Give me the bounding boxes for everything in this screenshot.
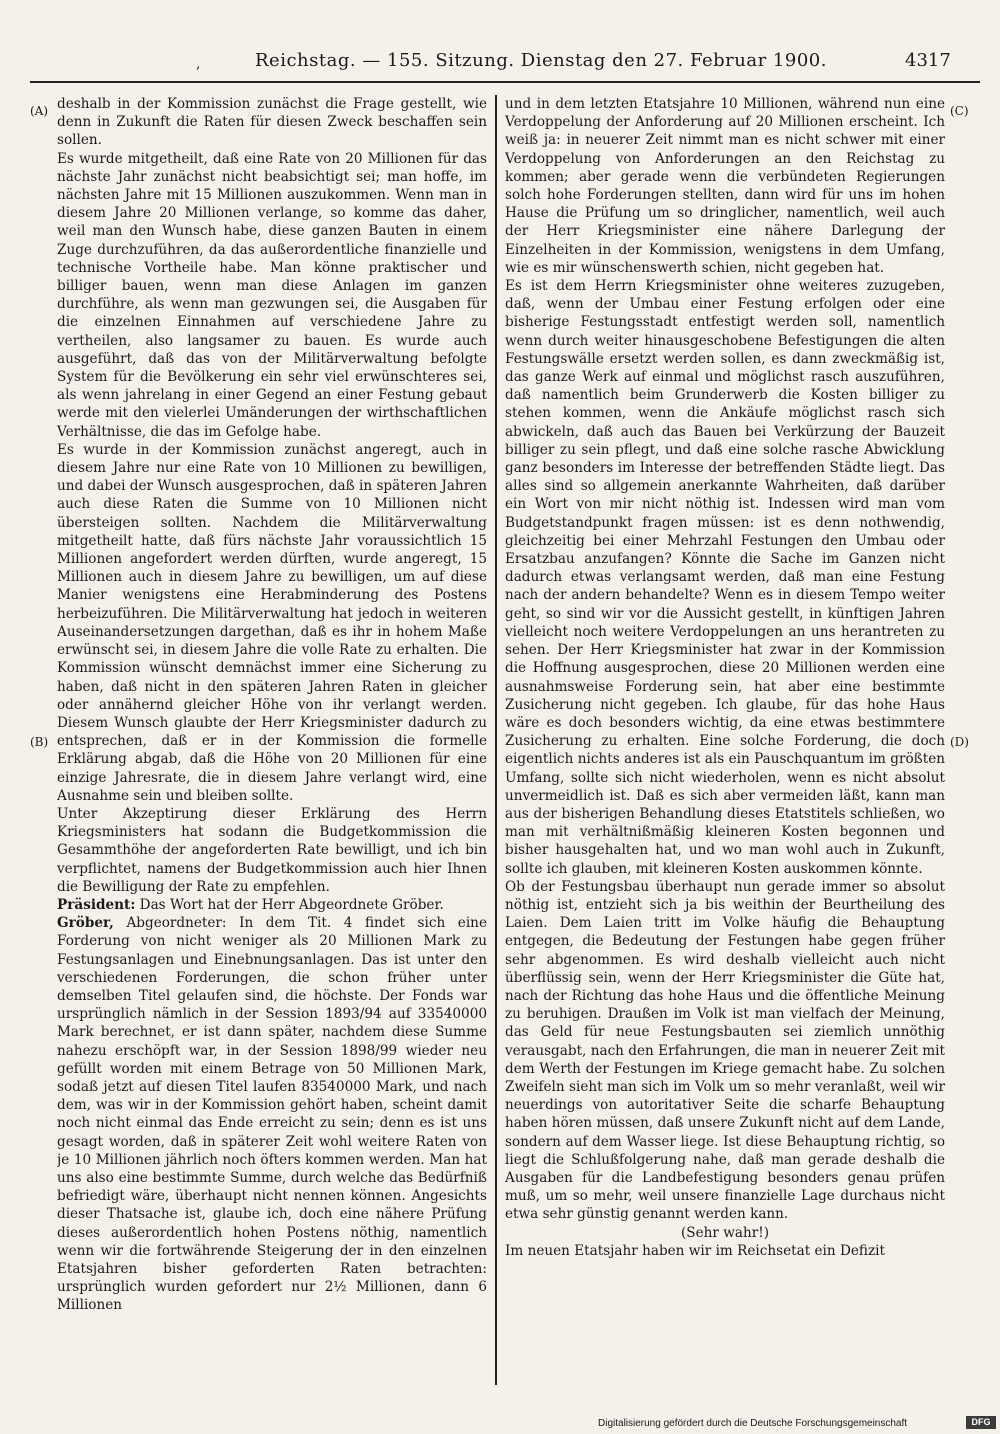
- column-divider: [495, 95, 497, 1385]
- speech-paragraph: [57, 896, 487, 914]
- paragraph: deshalb in der Kommission zunächst die Frage gestellt, wie denn in Zukunft die Raten für diesen Zweck beschaffen sein sollen.: [57, 96, 487, 149]
- paragraph: Es wurde mitgetheilt, daß eine Rate von 20 Millionen für das nächste Jahr zunächst nicht beabsichtigt sei; man hoffe, im nächsten Jahre mit 15 Millionen auszukommen. Wenn man in diesem Jahre 20 Millionen verlange, so komme das daher, weil man den Wunsch habe, diese ganzen Bauten in einem Zuge durchzuführen, da das außerordentliche finanzielle und technische Vortheile habe. Man könne praktischer und billiger bauen, wenn man diese Anlagen im ganzen durchführe, als wenn man gezwungen sei, die Ausgaben für die einzelnen Einnahmen auf verschiedene Jahre zu vertheilen, also langsamer zu bauen. Es wurde auch ausgeführt, daß das von der Militärverwaltung befolgte System für die Bevölkerung ein sehr viel erwünschteres sei, als wenn jahrelang in einer Gegend an einer Festung gebaut werde mit den vielerlei Umänderungen der wirthschaftlichen Verhältnisse, die das im Gefolge habe.: [57, 150, 487, 440]
- speaker-name: Präsident:: [57, 896, 136, 913]
- header-rule: [30, 81, 980, 83]
- header-mark: ,: [196, 56, 201, 72]
- margin-marker-a: (A): [30, 104, 49, 118]
- speech-text: Abgeordneter: In dem Tit. 4 findet sich eine Forderung von nicht weniger als 20 Millionen Mark zu Festungsanlagen und Einebnungsanlagen. Das ist unter den verschiedenen Forderungen, die schon früher unter demselben Titel gelaufen sind, die höchste. Der Fonds war ursprünglich nämlich in der Session 1893/94 auf 33540000 Mark berechnet, er ist dann später, nachdem diese Summe nahezu erschöpft war, in der Session 1898/99 wieder neu gefüllt worden mit einem Betrage von 50 Millionen Mark, sodaß jetzt auf diesen Titel laufen 83540000 Mark, und nach dem, was wir in der Kommission gehört haben, scheint damit noch nicht einmal das Ende erreicht zu sein; denn es ist uns gesagt worden, daß in späterer Zeit wohl weitere Raten von je 10 Millionen jährlich noch öfters kommen werden. Man hat uns also eine bestimmte Summe, durch welche das Bedürfniß befriedigt wäre, überhaupt nicht nennen können. Angesichts dieser Thatsache ist, glaube ich, doch eine nähere Prüfung dieses außerordentlich hohen Postens nöthig, namentlich wenn wir die fortwährende Steigerung der in den einzelnen Etatsjahren bisher geforderten Raten betrachten: ursprünglich wurden gefordert nur 2½ Millionen, dann 6 Millionen: [57, 915, 487, 1314]
- speech-text: Das Wort hat der Herr Abgeordnete Gröber.: [135, 896, 444, 913]
- margin-marker-c: (C): [950, 104, 969, 118]
- paragraph: Es ist dem Herrn Kriegsminister ohne weiteres zuzugeben, daß, wenn der Umbau einer Festung erfolgen oder eine bisherige Festungsstadt entfestigt werden soll, namentlich wenn durch weiter hinausgeschobene Befestigungen die alten Festungswälle ersetzt werden sollen, es dann zweckmäßig ist, das ganze Werk auf einmal und möglichst rasch auszuführen, daß namentlich beim Grunderwerb die Kosten billiger zu stehen kommen, wenn die Ankäufe möglichst rasch sich abwickeln, daß auch das Bauen bei Verkürzung der Bauzeit billiger zu sein pflegt, und daß eine solche rasche Abwicklung ganz besonders im Interesse der betreffenden Städte liegt. Das alles sind so allgemein anerkannte Wahrheiten, daß darüber ein Wort von mir nicht nöthig ist. Indessen wird man vom Budgetstandpunkt fragen müssen: ist es denn nothwendig, gleichzeitig bei einer Mehrzahl Festungen den Umbau oder Ersatzbau anzufangen? Könnte die Sache im Ganzen nicht dadurch etwas verlangsamt werden, daß man eine Festung nach der andern behandelte? Wenn es in diesem Tempo weiter geht, so sind wir vor die Aussicht gestellt, in künftigen Jahren vielleicht noch weitere Verdoppelungen an uns herantreten zu sehen. Der Herr Kriegsminister hat zwar in der Kommission die Hoffnung ausgesprochen, diese 20 Millionen werden eine ausnahmsweise Forderung sein, hat aber eine bestimmte Zusicherung nicht gegeben. Ich glaube, für das hohe Haus wäre es doch besonders wichtig, da eine etwas bestimmtere Zusicherung zu erhalten. Eine solche Forderung, die doch eigentlich nichts anderes ist als ein Pauschquantum im größten Umfang, sollte sich nicht wiederholen, wenn es nicht absolut unvermeidlich ist. Daß es sich aber vermeiden läßt, kann man aus der bisherigen Behandlung dieses Etatstitels schließen, wo man mit verhältnißmäßig kleineren Kosten begonnen und bisher hausgehalten hat, und wo man wohl auch in Zukunft, sollte ich glauben, mit kleineren Kosten auskommen könnte.: [505, 278, 945, 877]
- right-column: [505, 95, 945, 1385]
- margin-marker-d: (D): [950, 735, 969, 749]
- interjection: (Sehr wahr!): [681, 1224, 769, 1241]
- left-column: [57, 95, 487, 1385]
- running-title: Reichstag. — 155. Sitzung. Dienstag den 27. Februar 1900.: [255, 50, 827, 71]
- paragraph: Im neuen Etatsjahr haben wir im Reichsetat ein Defizit: [505, 1242, 885, 1259]
- paragraph: und in dem letzten Etatsjahre 10 Millionen, während nun eine Verdoppelung der Anforderung auf 20 Millionen erscheint. Ich weiß ja: in neuerer Zeit nimmt man es nicht schwer mit einer Verdoppelung von Anforderungen an den Reichstag zu kommen; aber gerade wenn die verbündeten Regierungen solch hohe Forderungen stellten, dann wird für uns im hohen Hause die Prüfung um so dringlicher, namentlich, weil auch der Herr Kriegsminister eine nähere Darlegung der Einzelheiten in der Kommission, wenigstens in dem Umfang, wie es mir wünschenswerth schien, nicht gegeben hat.: [505, 96, 945, 276]
- speaker-name: Gröber,: [57, 915, 114, 932]
- speech-paragraph: [57, 914, 487, 1314]
- paragraph: Ob der Festungsbau überhaupt nun gerade immer so absolut nöthig ist, entzieht sich ja bis weithin der Beurtheilung des Laien. Dem Laien tritt im Volke häufig die Behauptung entgegen, die Bedeutung der Festungen habe gegen früher sehr abgenommen. Es wird deshalb vielleicht auch nicht überflüssig sein, wenn der Herr Kriegsminister die Güte hat, nach der Richtung das hohe Haus und die öffentliche Meinung zu beruhigen. Draußen im Volk ist man vielfach der Meinung, das Geld für neue Festungsbauten sei ziemlich unnöthig verausgabt, nach den Erfahrungen, die man in neuerer Zeit mit dem Werth der Festungen im Kriege gemacht habe. Zu solchen Zweifeln sieht man sich im Volk um so mehr veranlaßt, weil wir neuerdings von autoritativer Seite die scharfe Behauptung haben hören müssen, daß unsere Zukunft nicht auf dem Lande, sondern auf dem Wasser liege. Ist diese Behauptung richtig, so liegt die Schlußfolgerung nahe, daß man gerade deshalb die Ausgaben für die Landbefestigung besonders genau prüfen muß, um so mehr, weil unsere finanzielle Lage durchaus nicht etwa sehr günstig genannt werden kann.: [505, 878, 945, 1223]
- page-number: 4317: [905, 50, 951, 71]
- margin-marker-b: (B): [30, 735, 49, 749]
- digitization-credit: Digitalisierung gefördert durch die Deutsche Forschungsgemeinschaft: [598, 1418, 908, 1429]
- dfg-logo: DFG: [966, 1416, 996, 1429]
- paragraph: Es wurde in der Kommission zunächst angeregt, auch in diesem Jahre nur eine Rate von 10 Millionen zu bewilligen, und dabei der Wunsch ausgesprochen, daß in späteren Jahren auch diese Raten die Summe von 10 Millionen nicht übersteigen sollten. Nachdem die Militärverwaltung mitgetheilt hatte, daß fürs nächste Jahr voraussichtlich 15 Millionen angefordert werden dürften, wurde angeregt, 15 Millionen auch in diesem Jahre zu bewilligen, um auf diese Manier wenigstens eine Herabminderung des Postens herbeizuführen. Die Militärverwaltung hat jedoch in weiteren Auseinandersetzungen dargethan, daß es ihr in hohem Maße erwünscht sei, in diesem Jahre die volle Rate zu erhalten. Die Kommission wünscht demnächst immer eine Sicherung zu haben, daß nicht in den späteren Jahren Raten in gleicher oder annähernd gleicher Höhe von ihr verlangt werden. Diesem Wunsch glaubte der Herr Kriegsminister dadurch zu entsprechen, daß er in der Kommission die formelle Erklärung abgab, daß die Höhe von 20 Millionen für eine einzige Jahresrate, die in diesem Jahre verlangt wird, eine Ausnahme sein und bleiben sollte.: [57, 441, 487, 804]
- paragraph: Unter Akzeptirung dieser Erklärung des Herrn Kriegsministers hat sodann die Budgetkommission die Gesammthöhe der angeforderten Rate bewilligt, und ich bin verpflichtet, namens der Budgetkommission auch hier Ihnen die Bewilligung der Rate zu empfehlen.: [57, 805, 487, 895]
- page-header: [0, 0, 1000, 90]
